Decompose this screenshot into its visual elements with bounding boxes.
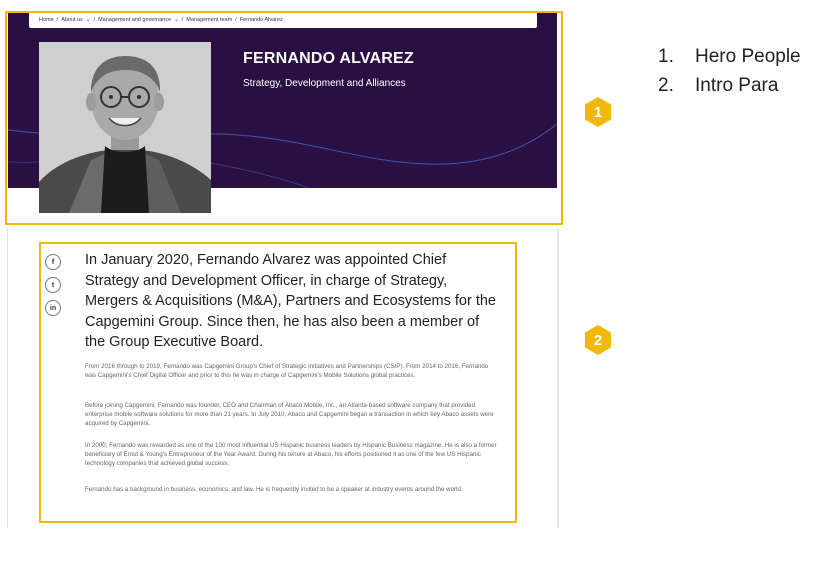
breadcrumb-about-link[interactable]: About us [61,17,83,23]
highlight-box-intro-para [39,242,517,523]
legend-item [658,71,801,100]
page-column-border-right [557,228,559,528]
person-name: FERNANDO ALVAREZ [243,50,414,67]
intro-paragraph: In 2000, Fernando was rewarded as one of the 100 most influential US Hispanic business leaders by Hispanic Business magazine. He is also a former beneficiary of Ernst & Young's Entrepreneur of the Year Award. During his tenure at Abaco, his efforts positioned it as one of the few US Hispanic technology companies that achieved global success. [85,442,497,468]
annotation-badge-2 [582,324,614,356]
highlight-box-hero-people [5,11,563,225]
badge-number: 1 [593,103,603,121]
badge-number: 2 [593,331,603,349]
person-role: Strategy, Development and Alliances [243,78,406,89]
page-column-border-left [7,228,8,528]
twitter-icon: t [51,281,55,289]
breadcrumb-current: Fernando Alvarez [239,17,283,23]
chevron-down-icon[interactable]: ⌄ [174,17,179,23]
breadcrumb-home-link[interactable]: Home [39,17,54,23]
breadcrumb-separator: / [93,17,96,23]
legend-label: Intro Para [695,75,779,96]
annotation-legend [658,42,801,100]
breadcrumb-separator: / [235,17,237,23]
legend-number: 2. [658,75,674,96]
intro-paragraph: Fernando has a background in business, economics, and law. He is frequently invited to be a speaker at industry events around the world. [85,486,463,493]
facebook-icon: f [51,258,55,266]
legend-number: 1. [658,46,674,67]
intro-lead-paragraph: In January 2020, Fernando Alvarez was appointed Chief Strategy and Development Officer, in charge of Strategy, Mergers & Acquisitions (M&A), Partners and Ecosystems for the Capgemini Group. Since then, he has also been a member of the Group Executive Board. [85,252,496,350]
annotation-badge-1 [582,96,614,128]
legend-label: Hero People [695,46,801,67]
intro-paragraph: From 2016 through to 2019, Fernando was Capgemini Group's Chief of Strategic Initiatives and Partnerships (CSIP). From 2014 to 2016, Fernando was Capgemini's Chief Digital Officer and prior to this he was in charge of Capgemini's Mobile Solutions global practices. [85,363,489,380]
breadcrumb-governance-link[interactable]: Management and governance [98,17,172,23]
breadcrumb-team-link[interactable]: Management team [186,17,233,23]
linkedin-icon: in [49,304,57,312]
legend-item [658,42,801,71]
chevron-down-icon[interactable]: ⌄ [85,17,91,23]
breadcrumb-separator: / [181,17,184,23]
breadcrumb-separator: / [56,17,59,23]
intro-paragraph: Before joining Capgemini, Fernando was founder, CEO and Chairman of Abaco Mobile, Inc., an Atlanta-based software company that provided enterprise mobile software solutions for more than 21 years. In July 2010, Abaco and Capgemini began a transaction in which key Abaco assets were acquired by Capgemini. [85,402,494,428]
